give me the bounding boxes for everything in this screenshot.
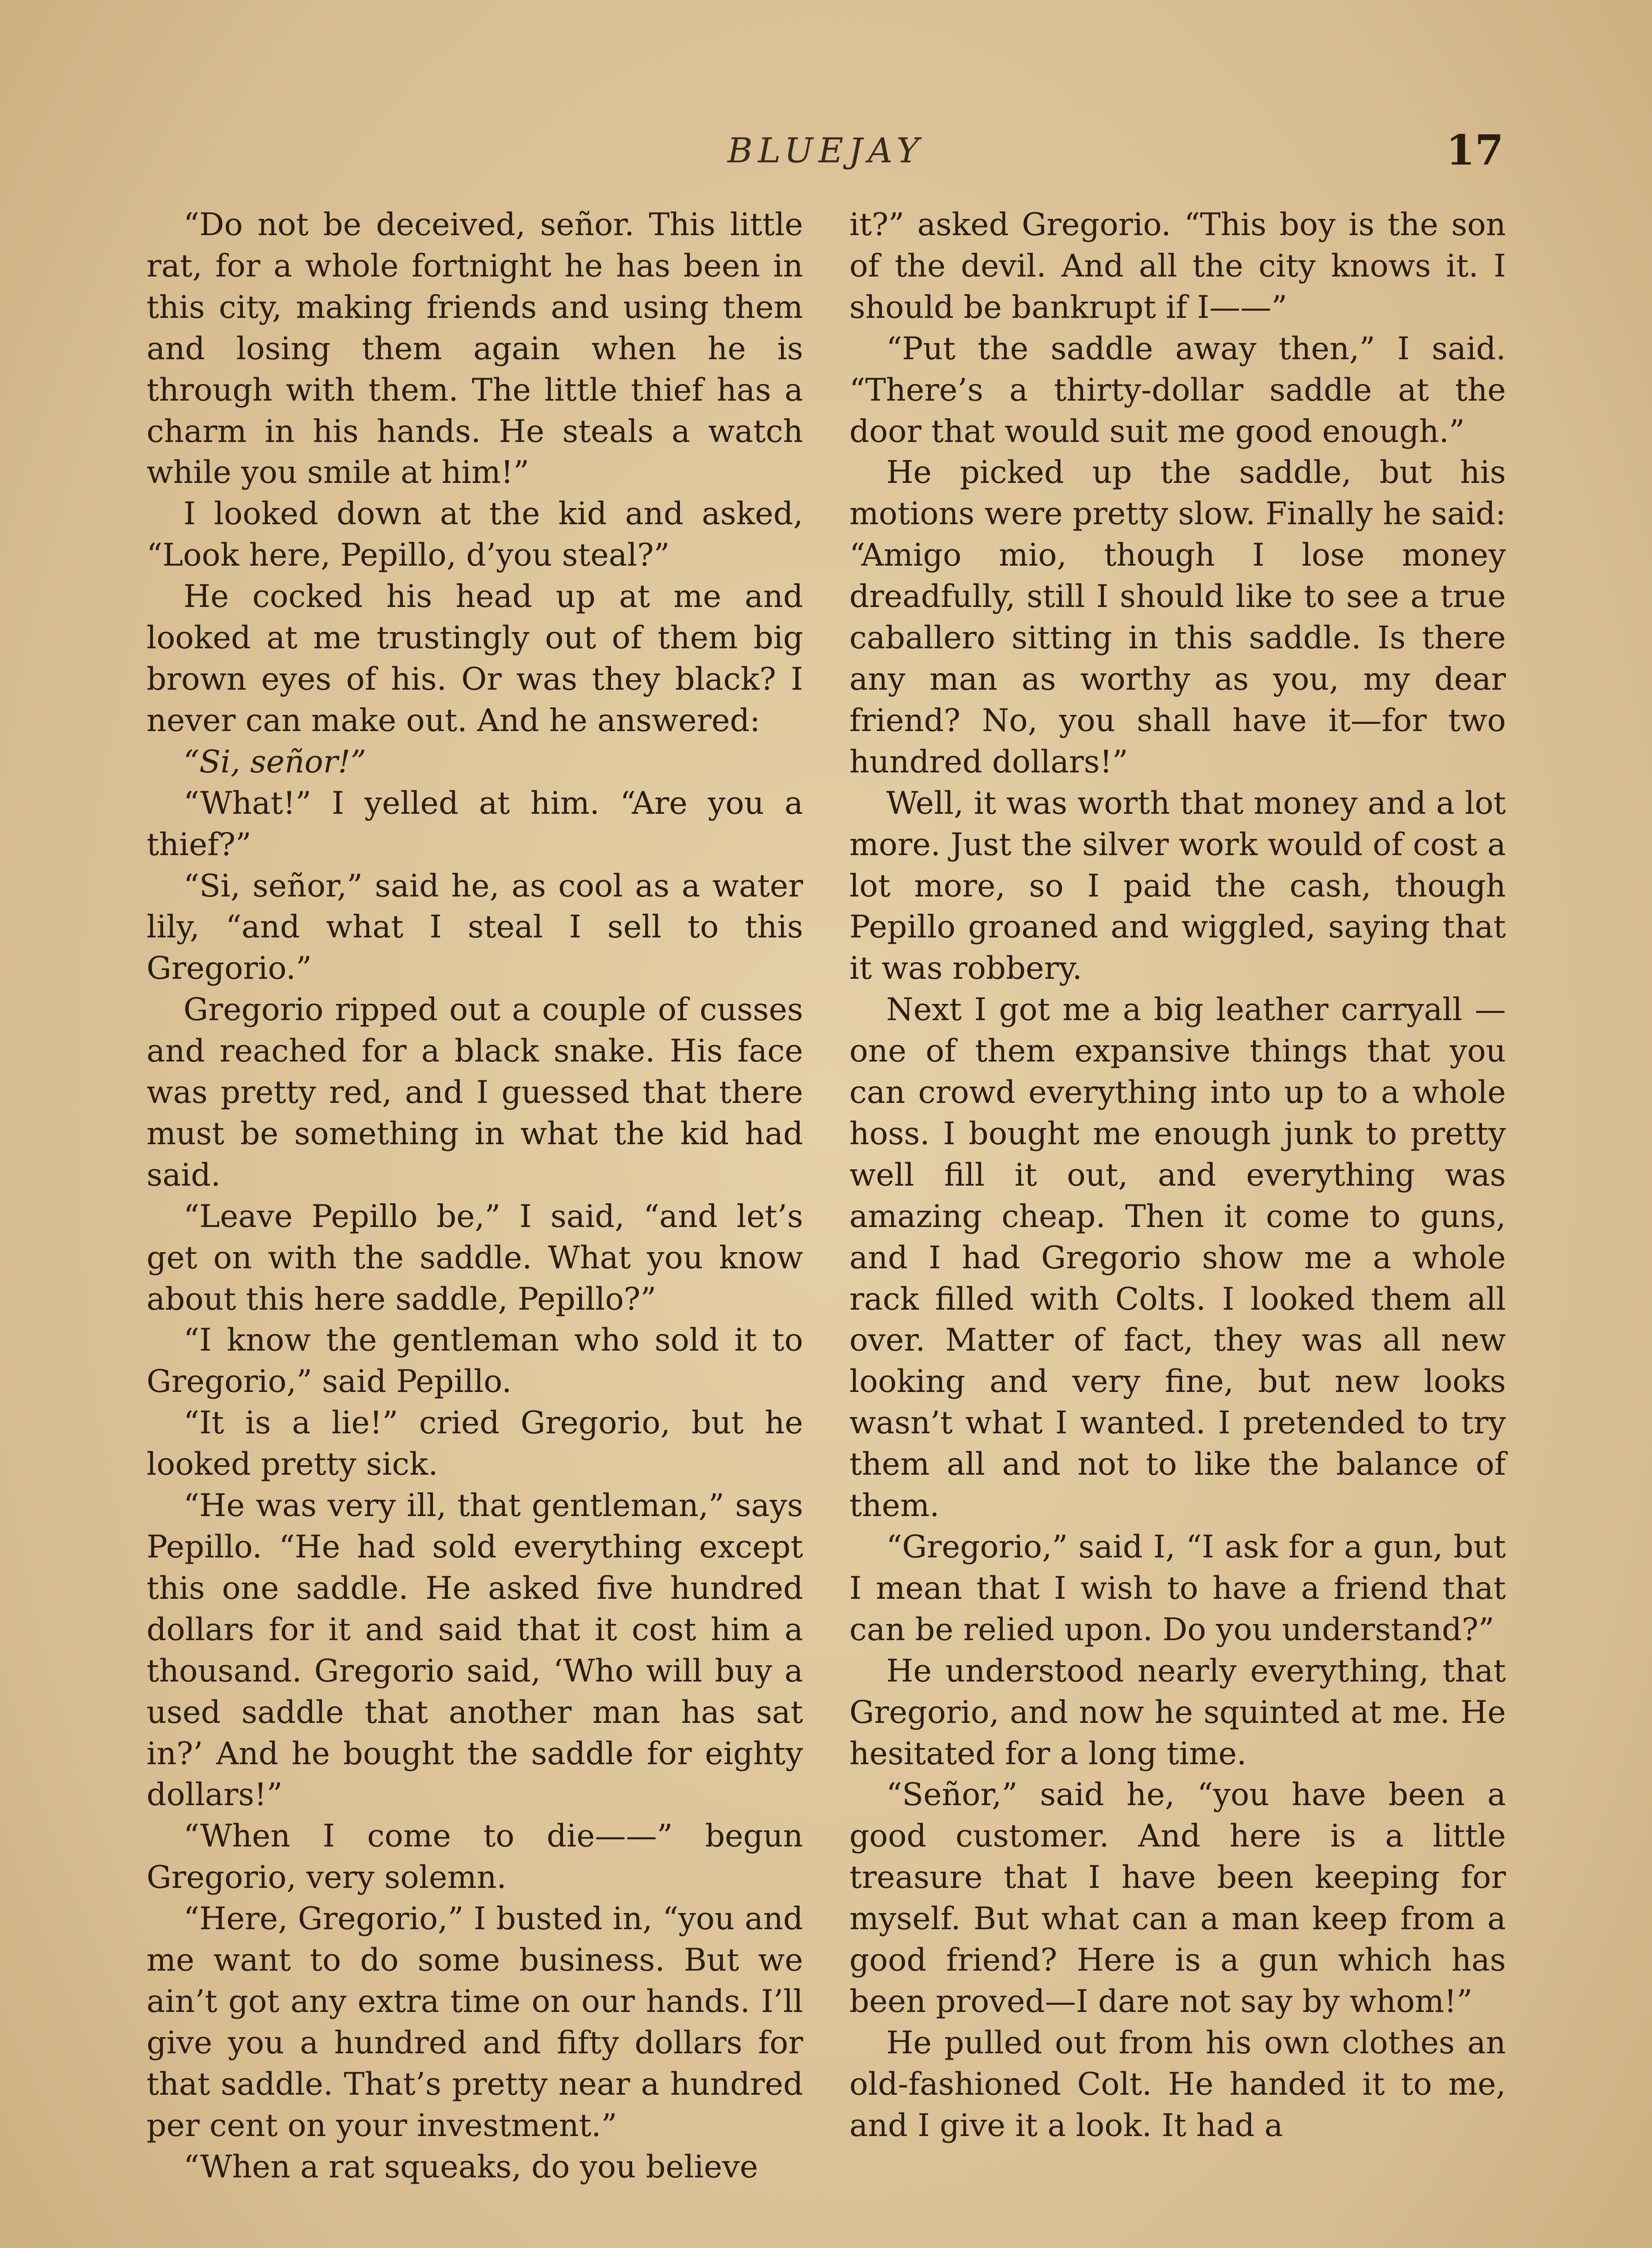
paragraph: it?” asked Gregorio. “This boy is the son of the devil. And all the city knows it. I should be bankrupt if I——” <box>849 207 1506 326</box>
paragraph: He pulled out from his own clothes an old-fashioned Colt. He handed it to me, and I give it a look. It had a <box>849 2025 1506 2144</box>
paragraph: “Here, Gregorio,” I busted in, “you and me want to do some business. But we ain’t got any extra time on our hands. I’ll give you a hundred and fifty dollars for that saddle. That’s pretty near a hundred per cent on your investment.” <box>147 1901 803 2144</box>
paragraph: “He was very ill, that gentleman,” says Pepillo. “He had sold everything except this one saddle. He asked five hundred dollars for it and said that it cost him a thousand. Gregorio said, ‘Who will buy a used saddle that another man has sat in?’ And he bought the saddle for eighty dollars!” <box>147 1488 803 1813</box>
paragraph: “Si, señor,” said he, as cool as a water lily, “and what I steal I sell to this Gregorio.” <box>147 868 803 987</box>
paragraph: “Leave Pepillo be,” I said, “and let’s get on with the saddle. What you know about this here saddle, Pepillo?” <box>147 1198 803 1317</box>
paragraph: “I know the gentleman who sold it to Gregorio,” said Pepillo. <box>147 1322 803 1400</box>
paragraph: Gregorio ripped out a couple of cusses and reached for a black snake. His face was pretty red, and I guessed that there must be something in what the kid had said. <box>147 992 803 1193</box>
paragraph: I looked down at the kid and asked, “Look here, Pepillo, d’you steal?” <box>147 496 803 574</box>
paragraph: “Put the saddle away then,” I said. “There’s a thirty-dollar saddle at the door that would suit me good enough.” <box>849 330 1506 450</box>
paragraph: “Gregorio,” said I, “I ask for a gun, but I mean that I wish to have a friend that can be relied upon. Do you understand?” <box>849 1529 1506 1648</box>
right-column <box>849 205 1506 2147</box>
paragraph: “Do not be deceived, señor. This little rat, for a whole fortnight he has been in this city, making friends and using them and losing them again when he is through with them. The little thief has a charm in his hands. He steals a watch while you smile at him!” <box>147 207 803 491</box>
left-column <box>147 205 803 2188</box>
paragraph: “Señor,” said he, “you have been a good customer. And here is a little treasure that I have been keeping for myself. But what can a man keep from a good friend? Here is a gun which has been proved—I dare not say by whom!” <box>849 1777 1506 2020</box>
paragraph: “When I come to die——” begun Gregorio, very solemn. <box>147 1818 803 1896</box>
running-title: BLUEJAY <box>727 130 925 170</box>
paragraph: “Si, señor!” <box>183 744 366 780</box>
paragraph: “When a rat squeaks, do you believe <box>183 2149 759 2185</box>
paragraph: “It is a lie!” cried Gregorio, but he looked pretty sick. <box>147 1405 803 1483</box>
paragraph: Next I got me a big leather carryall —one of them expansive things that you can crowd everything into up to a whole hoss. I bought me enough junk to pretty well fill it out, and everything was amazing cheap. Then it come to guns, and I had Gregorio show me a whole rack filled with Colts. I looked them all over. Matter of fact, they was all new looking and very fine, but new looks wasn’t what I wanted. I pretended to try them all and not to like the balance of them. <box>849 992 1506 1524</box>
paragraph: He cocked his head up at me and looked at me trustingly out of them big brown eyes of his. Or was they black? I never can make out. And he answered: <box>147 579 803 739</box>
page-number: 17 <box>1446 126 1504 174</box>
paragraph: He understood nearly everything, that Gregorio, and now he squinted at me. He hesitated for a long time. <box>849 1653 1506 1772</box>
paragraph: “What!” I yelled at him. “Are you a thief?” <box>147 785 803 863</box>
paragraph: Well, it was worth that money and a lot more. Just the silver work would of cost a lot more, so I paid the cash, though Pepillo groaned and wiggled, saying that it was robbery. <box>849 785 1506 987</box>
paragraph: He picked up the saddle, but his motions were pretty slow. Finally he said: “Amigo mio, though I lose money dreadfully, still I should like to see a true caballero sitting in this saddle. Is there any man as worthy as you, my dear friend? No, you shall have it—for two hundred dollars!” <box>849 455 1506 780</box>
page-header <box>0 126 1652 189</box>
